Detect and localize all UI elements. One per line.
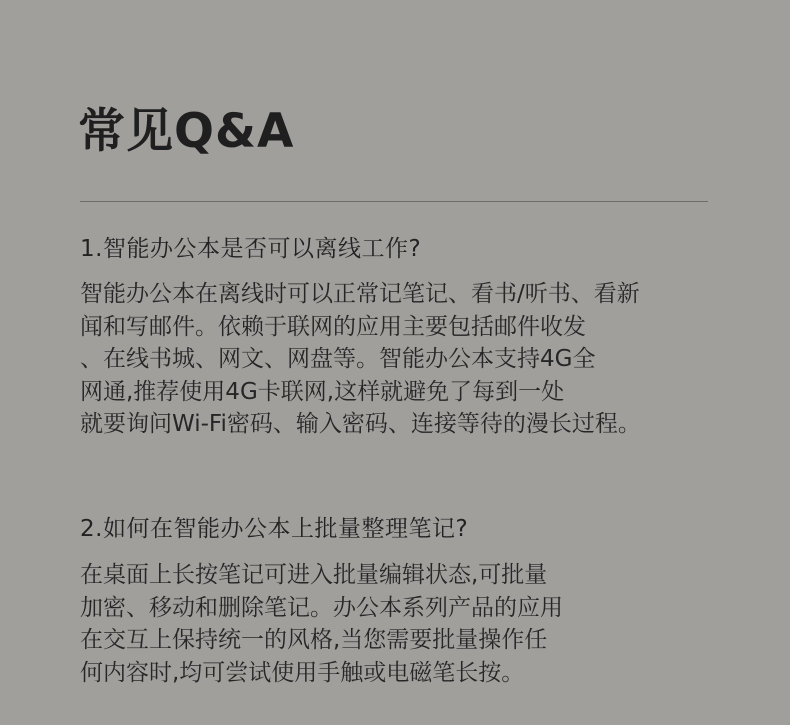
qa-question-2: 2.如何在智能办公本上批量整理笔记? [80, 516, 469, 542]
title-divider [80, 201, 708, 202]
page-title: 常见Q&A [78, 104, 295, 159]
answer-line: 就要询问Wi-Fi密码、输入密码、连接等待的漫长过程。 [80, 411, 641, 437]
qa-answer-1 [80, 278, 641, 441]
answer-line: 网通,推荐使用4G卡联网,这样就避免了每到一处 [80, 378, 565, 405]
answer-line: 何内容时,均可尝试使用手触或电磁笔长按。 [80, 659, 525, 686]
answer-line: 加密、移动和删除笔记。办公本系列产品的应用 [80, 594, 563, 621]
qa-question-1: 1.智能办公本是否可以离线工作? [80, 236, 422, 262]
answer-line: 、在线书城、网文、网盘等。智能办公本支持4G全 [80, 346, 596, 372]
qa-answer-2 [80, 559, 563, 689]
answer-line: 在交互上保持统一的风格,当您需要批量操作任 [80, 627, 548, 653]
answer-line: 智能办公本在离线时可以正常记笔记、看书/听书、看新 [80, 281, 640, 307]
answer-line: 闻和写邮件。依赖于联网的应用主要包括邮件收发 [80, 313, 586, 340]
answer-line: 在桌面上长按笔记可进入批量编辑状态,可批量 [80, 562, 548, 588]
